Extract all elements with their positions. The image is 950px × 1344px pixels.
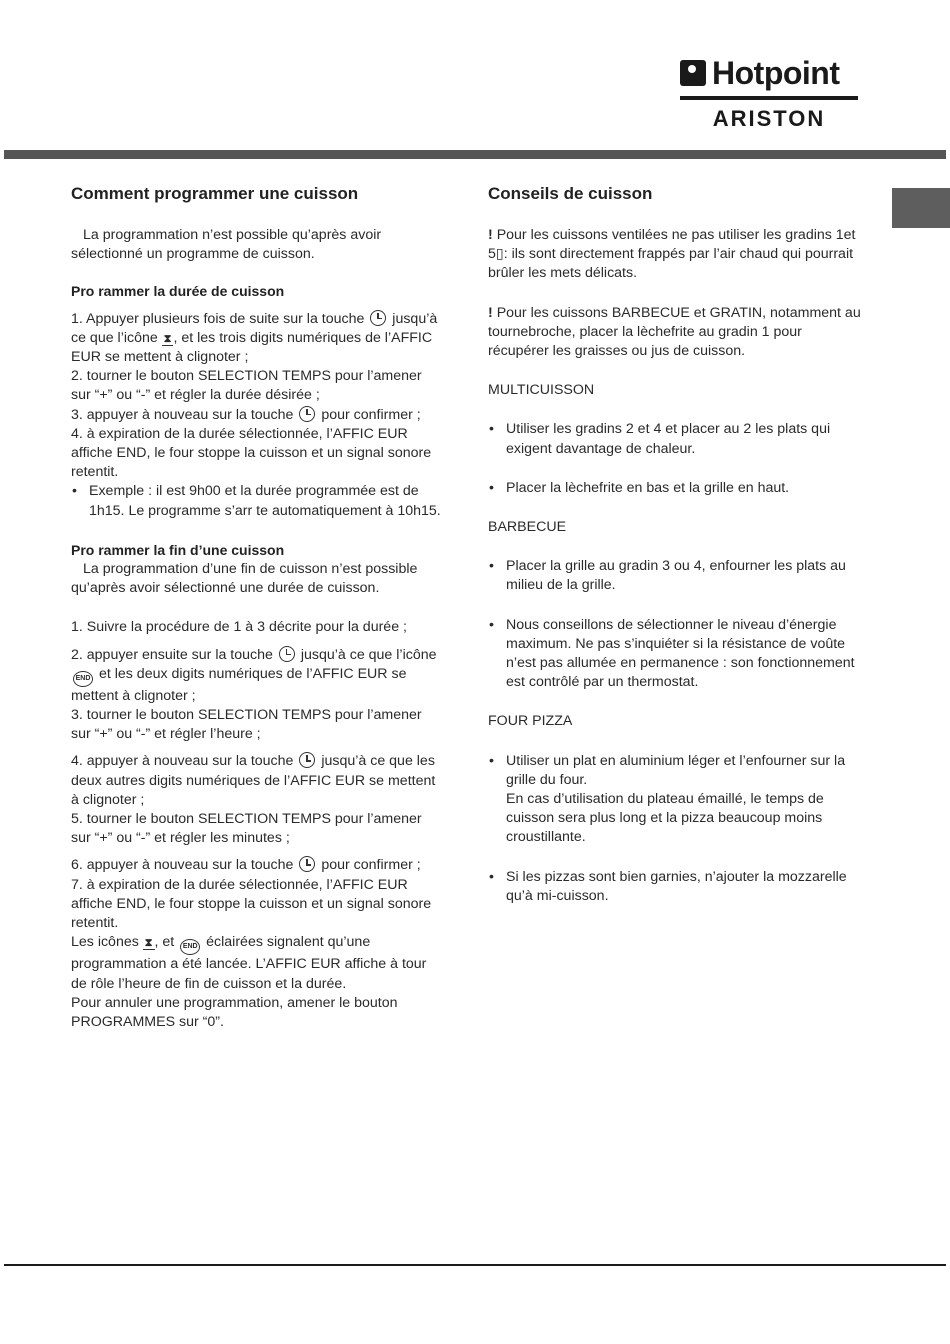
tip-barbecue-gratin [488,304,862,362]
logo-rule [680,96,858,100]
text: et [162,934,175,951]
text: et les trois digits numériques de l’AFFIC EUR se mettent à clignoter ; [71,329,433,366]
end-cancel-note: Pour annuler une programmation, amener le bouton PROGRAMMES sur “0”. [71,994,398,1030]
multi-bullet-2: • Placer la lèchefrite en bas et la grille en haut. [488,479,862,498]
text: Les icônes [71,934,139,951]
text: 2. appuyer ensuite sur la touche [71,646,273,663]
bbq-bullet-2: • Nous conseillons de sélectionner le niveau d’énergie maximum. Ne pas s’inquiéter si la résistance de voûte n’est pas allumée en permanence : son fonctionnement est contrôlé par un thermostat. [488,616,862,693]
duration-step-4: 4. à expiration de la durée sélectionnée, l’AFFIC EUR affiche END, le four stoppe la cuisson et un signal sonore retentit. [71,425,432,481]
duration-step-2: 2. tourner le bouton SELECTION TEMPS pour l’amener sur “+” ou “-” et régler la durée désirée ; [71,368,422,404]
text: Pour les cuissons ventilées ne pas utiliser les gradins 1et 5▯: ils sont directement frappés par l’air chaud qui pourrait brûler les mets délicats. [488,227,856,282]
text: pour confirmer ; [321,857,421,874]
left-column [71,182,443,1032]
left-title: Comment programmer une cuisson [71,184,359,203]
brand-logo [680,56,860,132]
top-bar [4,150,946,159]
text: pour confirmer ; [321,406,421,423]
bbq-bullet-1: • Placer la grille au gradin 3 ou 4, enfourner les plats au milieu de la grille. [488,557,862,595]
pizza-bullet-2: • Si les pizzas sont bien garnies, n’ajouter la mozzarelle qu’à mi-cuisson. [488,868,862,906]
clock-icon [370,310,386,326]
end-intro: La programmation d’une fin de cuisson n’est possible qu’après avoir sélectionné une durée de cuisson. [71,561,418,597]
heading-pizza: FOUR PIZZA [488,713,573,730]
text: 6. appuyer à nouveau sur la touche [71,857,294,874]
end-step-3: 3. tourner le bouton SELECTION TEMPS pour l’amener sur “+” ou “-” et régler l’heure ; [71,707,422,743]
text: Pour les cuissons BARBECUE et GRATIN, notamment au tournebroche, placer la lèchefrite au gradin 1 pour récupérer les graisses ou jus de cuisson. [488,304,861,360]
end-step-1: 1. Suivre la procédure de 1 à 3 décrite pour la durée ; [71,619,407,636]
bottom-rule [4,1264,946,1266]
end-icons-note: Les icônes ⧗ , et END éclairées signalent qu’une programmation a été lancée. L’AFFIC EUR affiche à tour de rôle l’heure de fin de cuisson et la durée. [71,934,427,992]
duration-example: • Exemple : il est 9h00 et la durée programmée est de 1h15. Le programme s’arr te automatiquement à 10h15. [71,482,443,520]
logo-mark-icon [680,60,706,86]
text: jusqu’à ce que l’icône [300,646,437,663]
end-icon: END [73,671,93,687]
clock-icon [299,406,315,422]
text: 3. appuyer à nouveau sur la touche [71,406,294,423]
end-step-7: 7. à expiration de la durée sélectionnée, l’AFFIC EUR affiche END, le four stoppe la cuisson et un signal sonore retentit. [71,876,432,932]
text: jusqu’à ce que l’icône [71,310,438,346]
clock-icon [299,752,315,768]
clock-icon [299,856,315,872]
warning-mark: ! [488,304,493,321]
right-title: Conseils de cuisson [488,184,653,203]
hourglass-icon: ⧗ [163,332,172,345]
section-duration-heading: Pro rammer la durée de cuisson [71,283,285,300]
clock-icon [279,646,295,662]
end-step-5: 5. tourner le bouton SELECTION TEMPS pour l’amener sur “+” ou “-” et régler les minutes ; [71,811,422,847]
logo-brand: Hotpoint [712,55,840,91]
text: 1. Appuyer plusieurs fois de suite sur la touche [71,310,365,327]
side-tab [892,188,950,228]
hourglass-icon: ⧗ [144,937,153,950]
right-column [488,182,862,906]
text: et les deux digits numériques de l’AFFIC EUR se mettent à clignoter ; [71,665,407,704]
left-intro: La programmation n’est possible qu’après avoir sélectionné un programme de cuisson. [71,227,382,263]
text: éclairées signalent qu’une programmation a été lancée. L’AFFIC EUR affiche à tour de rôle l’heure de fin de cuisson et la durée. [71,934,427,992]
heading-multicuisson: MULTICUISSON [488,382,595,399]
section-end-heading: Pro rammer la fin d’une cuisson [71,541,285,558]
end-icon: END [180,939,200,955]
pizza-bullet-1 [488,752,862,848]
end-step-2 [71,646,443,706]
duration-step-3 [71,406,443,425]
end-step-6 [71,856,443,875]
tip-ventilated [488,226,862,284]
warning-mark: ! [488,227,493,243]
heading-barbecue: BARBECUE [488,519,567,536]
text: 4. appuyer à nouveau sur la touche [71,753,294,770]
multi-bullet-1: • Utiliser les gradins 2 et 4 et placer au 2 les plats qui exigent davantage de chaleur. [488,420,862,458]
text: • Utiliser un plat en aluminium léger et l’enfourner sur la grille du four. [506,752,846,788]
logo-sub: ARISTON [712,106,826,131]
duration-step-1: 1. Appuyer plusieurs fois de suite sur la touche jusqu’à ce que l’icône ⧗ , et les trois digits numériques de l’AFFIC EUR se mettent à clignoter ; [71,310,438,366]
end-step-4 [71,752,443,810]
text: En cas d’utilisation du plateau émaillé, le temps de cuisson sera plus long et la pizza beaucoup moins croustillante. [506,791,824,846]
text: jusqu’à ce que les deux autres digits numériques de l’AFFIC EUR se mettent à clignoter ; [71,753,436,808]
logo-top [680,56,860,90]
